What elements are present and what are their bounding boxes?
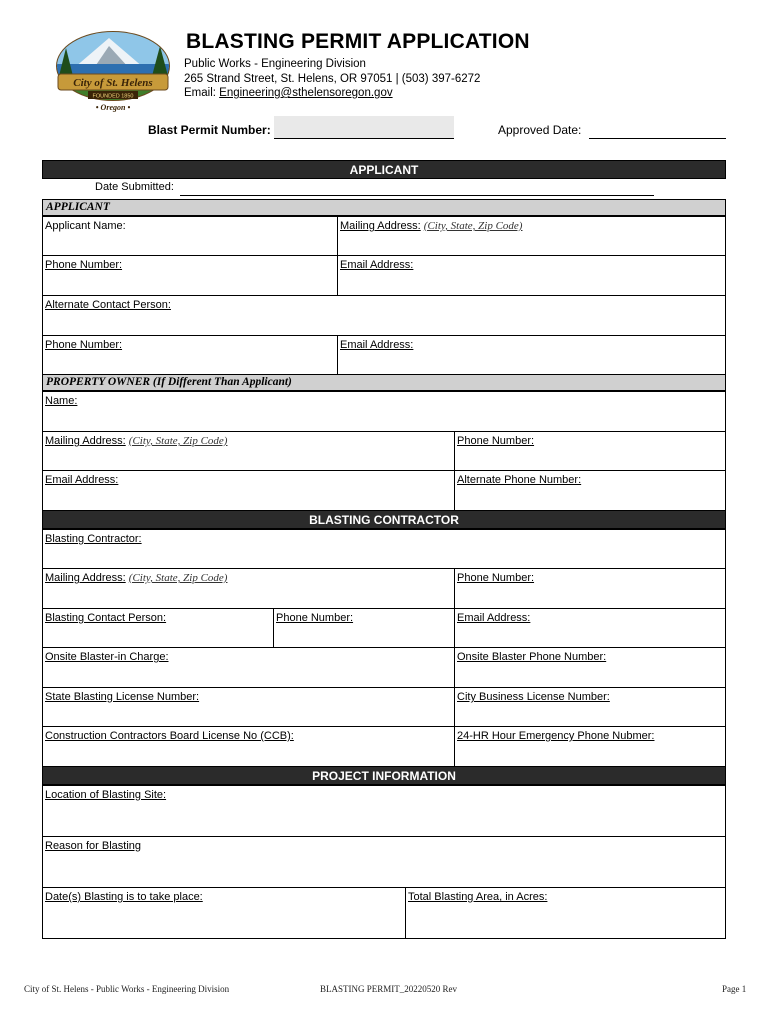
division-email-link[interactable]: Engineering@sthelensoregon.gov	[219, 87, 393, 99]
onsite-blaster-phone-field[interactable]	[454, 647, 726, 688]
contractor-name-field[interactable]	[42, 529, 726, 569]
blasting-location-field[interactable]	[42, 785, 726, 837]
date-submitted-label: Date Submitted:	[95, 181, 174, 193]
onsite-blaster-label: Onsite Blaster-in Charge:	[45, 651, 169, 663]
division-address: 265 Strand Street, St. Helens, OR 97051 | (503) 397-6272	[184, 73, 481, 85]
contractor-contact-field[interactable]	[42, 608, 274, 648]
state-license-field[interactable]	[42, 687, 455, 727]
ccb-license-field[interactable]	[42, 726, 455, 767]
ccb-license-label: Construction Contractors Board License No (CCB):	[45, 730, 294, 742]
applicant-section-bar: APPLICANT	[42, 160, 726, 179]
alternate-contact-field[interactable]	[42, 295, 726, 336]
onsite-blaster-phone-label: Onsite Blaster Phone Number:	[457, 651, 607, 663]
contractor-contact-label: Blasting Contact Person:	[45, 612, 167, 624]
applicant-name-label: Applicant Name:	[45, 220, 126, 232]
owner-phone-field[interactable]	[454, 431, 726, 471]
blasting-reason-label: Reason for Blasting	[45, 840, 141, 852]
emergency-phone-label: 24-HR Hour Emergency Phone Nubmer:	[457, 730, 655, 742]
contractor-name-label: Blasting Contractor:	[45, 533, 142, 545]
applicant-mailing-hint: (City, State, Zip Code)	[423, 220, 523, 232]
contractor-mailing-hint: (City, State, Zip Code)	[128, 572, 228, 584]
city-seal-logo-icon	[54, 28, 172, 114]
permit-number-label: Blast Permit Number:	[148, 123, 271, 137]
blasting-location-label: Location of Blasting Site:	[45, 789, 167, 801]
applicant-phone-field[interactable]	[42, 255, 338, 296]
alternate-contact-label: Alternate Contact Person:	[45, 299, 171, 311]
onsite-blaster-field[interactable]	[42, 647, 455, 688]
svg-text:City of St. Helens: City of St. Helens	[73, 77, 153, 89]
blasting-reason-field[interactable]	[42, 836, 726, 888]
contractor-mailing-label: Mailing Address:	[45, 572, 126, 584]
contractor-mailing-field[interactable]	[42, 568, 455, 609]
owner-email-field[interactable]	[42, 470, 455, 511]
alternate-email-label: Email Address:	[340, 339, 414, 351]
owner-mailing-hint: (City, State, Zip Code)	[128, 435, 228, 447]
blasting-area-label: Total Blasting Area, in Acres:	[408, 891, 548, 903]
owner-alt-phone-label: Alternate Phone Number:	[457, 474, 582, 486]
svg-text:• Oregon •: • Oregon •	[95, 103, 131, 112]
blasting-dates-label: Date(s) Blasting is to take place:	[45, 891, 203, 903]
city-license-label: City Business License Number:	[457, 691, 610, 703]
state-license-label: State Blasting License Number:	[45, 691, 200, 703]
alternate-phone-field[interactable]	[42, 335, 338, 375]
emergency-phone-field[interactable]	[454, 726, 726, 767]
alternate-phone-label: Phone Number:	[45, 339, 123, 351]
contractor-email-field[interactable]	[454, 608, 726, 648]
owner-mailing-field[interactable]	[42, 431, 455, 471]
email-prefix: Email:	[184, 87, 220, 99]
city-license-field[interactable]	[454, 687, 726, 727]
blasting-area-field[interactable]	[405, 887, 726, 939]
svg-text:FOUNDED 1850: FOUNDED 1850	[92, 93, 134, 100]
contractor-email-label: Email Address:	[457, 612, 531, 624]
owner-mailing-label: Mailing Address:	[45, 435, 126, 447]
permit-number-field[interactable]	[274, 116, 454, 139]
footer-form-revision: BLASTING PERMIT_20220520 Rev	[320, 984, 457, 994]
alternate-email-field[interactable]	[337, 335, 726, 375]
applicant-subheading: APPLICANT	[42, 199, 726, 216]
owner-alt-phone-field[interactable]	[454, 470, 726, 511]
owner-phone-label: Phone Number:	[457, 435, 535, 447]
contractor-section-bar: BLASTING CONTRACTOR	[42, 510, 726, 529]
applicant-email-label: Email Address:	[340, 259, 414, 271]
owner-name-label: Name:	[45, 395, 78, 407]
applicant-name-field[interactable]	[42, 216, 338, 256]
blasting-dates-field[interactable]	[42, 887, 406, 939]
division-email-line	[184, 87, 393, 99]
date-submitted-field[interactable]	[180, 195, 654, 196]
division-name: Public Works - Engineering Division	[184, 58, 366, 70]
owner-name-field[interactable]	[42, 391, 726, 432]
project-section-bar: PROJECT INFORMATION	[42, 766, 726, 785]
owner-email-label: Email Address:	[45, 474, 119, 486]
footer-page-number: Page 1	[722, 984, 747, 994]
document-title: BLASTING PERMIT APPLICATION	[186, 30, 530, 53]
applicant-mailing-label: Mailing Address:	[340, 220, 421, 232]
applicant-mailing-field[interactable]	[337, 216, 726, 256]
contractor-phone-label: Phone Number:	[457, 572, 535, 584]
property-owner-subheading: PROPERTY OWNER (If Different Than Applicant)	[42, 374, 726, 391]
approved-date-label: Approved Date:	[498, 123, 582, 137]
footer-organization: City of St. Helens - Public Works - Engineering Division	[24, 984, 230, 994]
approved-date-field[interactable]	[589, 138, 726, 139]
applicant-email-field[interactable]	[337, 255, 726, 296]
contractor-contact-phone-field[interactable]	[273, 608, 455, 648]
contractor-phone-field[interactable]	[454, 568, 726, 609]
contractor-contact-phone-label: Phone Number:	[276, 612, 354, 624]
applicant-phone-label: Phone Number:	[45, 259, 123, 271]
